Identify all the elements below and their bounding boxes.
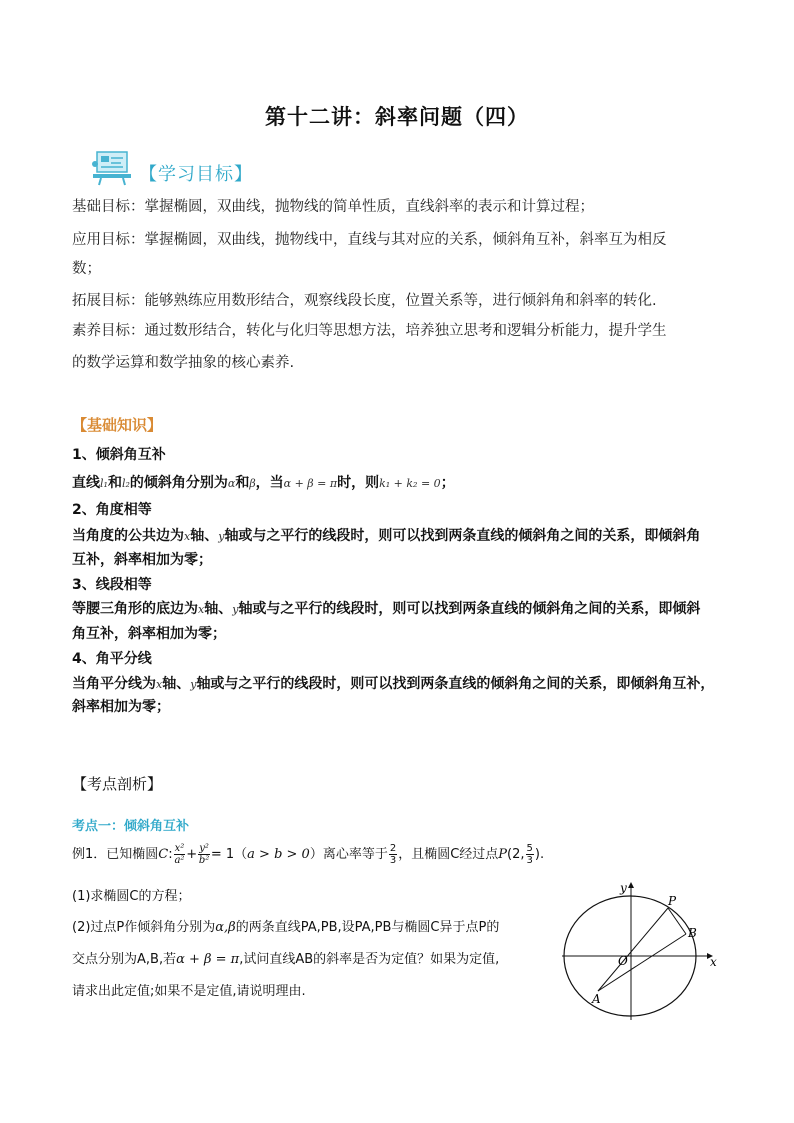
example-1-q2-line1: (2)过点P作倾斜角分别为α,β的两条直线PA,PB,设PA,PB与椭圆C异于点P的 <box>72 920 500 935</box>
example-1-stem: 例1．已知椭圆C: $\frac{\text{x²}}{\text{a²}}$ + $\frac{\text{y²}}{\text{b²}}$ = 1（a > b > 0）离心率等于 $\frac{2}{3}$ ，且椭圆C经过点P(2, $\frac{5}{3}$ ). <box>72 843 545 866</box>
page-title: 第十二讲：斜率问题（四） <box>265 105 529 129</box>
label-o: O <box>618 954 628 968</box>
label-b: B <box>688 926 697 940</box>
basics-s3-text-line2: 角互补，斜率相加为零； <box>72 626 226 642</box>
basics-s4-title: 4、角平分线 <box>72 651 152 667</box>
basics-s1-text: 直线l₁和l₂的倾斜角分别为α和β，当α + β = π时，则k₁ + k₂ = 0； <box>72 475 455 491</box>
basics-s3-text: 等腰三角形的底边为x轴、y轴或与之平行的线段时，则可以找到两条直线的倾斜角之间的关系，即倾斜 <box>72 601 701 617</box>
goals-heading <box>89 150 253 186</box>
basics-s1-title: 1、倾斜角互补 <box>72 447 166 463</box>
basics-s2-text-line2: 互补，斜率相加为零； <box>72 552 212 568</box>
label-p: P <box>668 894 677 908</box>
example-1-q1: (1)求椭圆C的方程； <box>72 889 191 904</box>
basics-s2-title: 2、角度相等 <box>72 502 152 518</box>
ellipse-figure <box>560 878 735 1028</box>
label-x: x <box>710 955 717 969</box>
basics-s2-text: 当角度的公共边为x轴、y轴或与之平行的线段时，则可以找到两条直线的倾斜角之间的关系，即倾斜角 <box>72 528 701 544</box>
example-1-q2-line2: 交点分别为A,B,若α + β = π,试问直线AB的斜率是否为定值？如果为定值, <box>72 952 500 967</box>
basics-s3-title: 3、线段相等 <box>72 577 152 593</box>
analysis-heading: 【考点剖析】 <box>72 775 163 793</box>
basics-heading: 【基础知识】 <box>72 416 163 434</box>
line-ab <box>598 934 686 991</box>
goal-line: 素养目标：通过数形结合，转化与化归等思想方法，培养独立思考和逻辑分析能力，提升学生 <box>72 323 667 339</box>
basics-s4-text: 当角平分线为x轴、y轴或与之平行的线段时，则可以找到两条直线的倾斜角之间的关系，即倾斜角互补， <box>72 676 715 692</box>
goal-line: 拓展目标：能够熟练应用数形结合，观察线段长度，位置关系等，进行倾斜角和斜率的转化. <box>72 293 657 309</box>
goals-heading-label: 【学习目标】 <box>139 164 253 185</box>
goal-line: 的数学运算和数学抽象的核心素养. <box>72 355 295 371</box>
kp1-title: 考点一：倾斜角互补 <box>72 819 190 834</box>
goal-line: 数； <box>72 261 101 277</box>
basics-s4-text-line2: 斜率相加为零； <box>72 699 170 715</box>
goal-line: 基础目标：掌握椭圆，双曲线，抛物线的简单性质，直线斜率的表示和计算过程； <box>72 199 594 215</box>
goal-line: 应用目标：掌握椭圆，双曲线，抛物线中，直线与其对应的关系，倾斜角互补，斜率互为相反 <box>72 232 667 248</box>
example-1-q2-line3: 请求出此定值;如果不是定值,请说明理由. <box>72 984 306 999</box>
label-a: A <box>592 992 601 1006</box>
label-y: y <box>620 881 627 895</box>
line-pa <box>598 908 668 991</box>
classroom-board-icon <box>89 150 135 186</box>
